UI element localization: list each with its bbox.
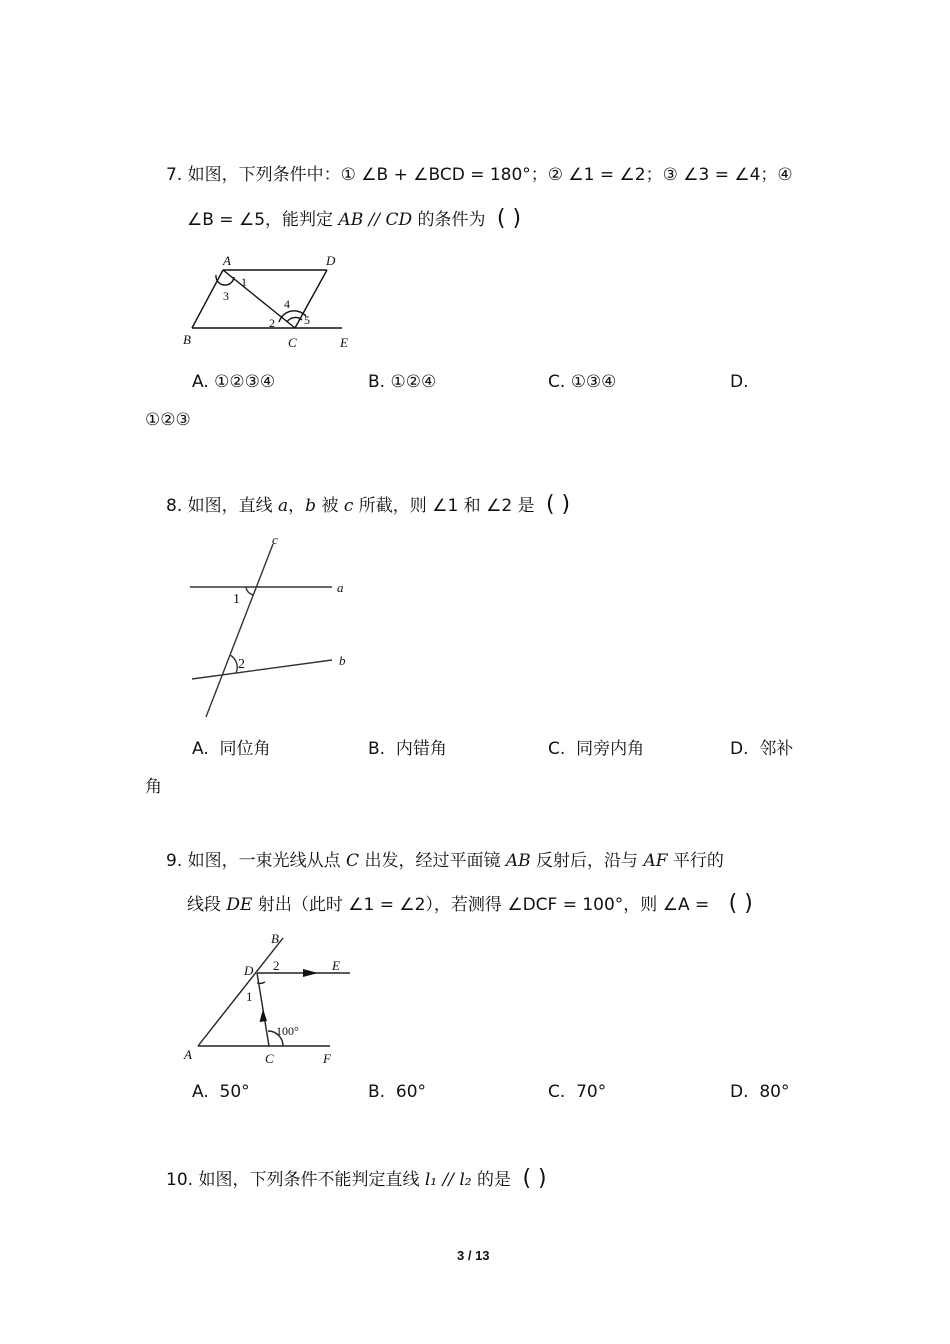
q7-line2 [187,205,521,231]
q9-label-d: D [244,963,254,978]
q9-option-d-letter: D. [730,1082,749,1102]
q7-label-c: C [288,335,297,350]
q8-math-c: c [343,496,354,516]
q7-option-b-letter: B. [368,372,386,392]
q9-label-c: C [265,1051,274,1066]
q8-option-d-text: 邻补 [759,739,794,759]
q8-option-d-letter: D. [730,739,749,759]
q7-label-2: 2 [269,316,275,330]
q9-answer-paren: ( ) [728,891,753,916]
q9-option-b[interactable] [368,1082,426,1102]
q8-option-d[interactable] [730,734,793,759]
q8-option-a-text: 同位角 [219,739,271,759]
q7-figure [180,250,360,355]
q7-line2-math: AB // CD [338,210,413,230]
q7-label-1: 1 [241,275,247,289]
q7-label-4: 4 [284,297,290,311]
q7-option-b[interactable] [368,372,436,392]
q10-line1 [166,1165,547,1191]
q9-text-a: 9. 如图，一束光线从点 [166,851,347,871]
q9-text-c: 反射后，沿与 [530,851,644,871]
q7-label-b: B [183,332,191,347]
q7-option-c[interactable] [548,372,616,392]
q8-label-1: 1 [233,592,240,607]
q8-option-c-text: 同旁内角 [576,739,645,759]
q9-option-d-text: 80° [759,1082,790,1102]
q7-label-e: E [340,335,348,350]
q7-option-d[interactable] [730,372,749,392]
q9-text-b: 出发，经过平面镜 [359,851,506,871]
q9-label-a: A [184,1047,192,1062]
q8-text-a: 8. 如图，直线 [166,496,279,516]
q10-text-a: 10. 如图，下列条件不能判定直线 [166,1170,425,1190]
q8-answer-paren: ( ) [545,492,571,517]
q9-arrow-up [260,1009,268,1022]
q8-label-b: b [339,653,346,668]
q7-option-a-text: ①②③④ [214,372,276,392]
q8-text-sep: ， [288,496,306,516]
q9-option-a-letter: A. [192,1082,209,1102]
q9-figure [175,930,360,1070]
q9-line2-text-a: 线段 [187,895,227,915]
q9-option-c-text: 70° [576,1082,607,1102]
q8-math-a: a [278,496,289,516]
q8-line1 [166,491,570,517]
q7-option-d-text: ①②③ [145,410,191,430]
q8-text-c: 所截，则 ∠1 和 ∠2 是 [353,496,535,516]
q9-arrow-right [303,969,318,977]
q9-option-c[interactable] [548,1082,606,1102]
q7-option-a[interactable] [192,372,275,392]
q7-option-b-text: ①②④ [390,372,437,392]
q9-line2 [187,890,753,916]
q9-line2-text-b: 射出（此时 ∠1 = ∠2），若测得 ∠DCF = 100°，则 ∠A = [252,895,710,915]
q7-line2-text-b: 的条件为 [412,210,486,230]
q9-label-2: 2 [273,958,280,973]
q9-label-e: E [332,958,340,973]
q7-label-3: 3 [223,289,229,303]
q9-math-b: AB [505,851,531,871]
q9-option-b-letter: B. [368,1082,386,1102]
q7-option-a-letter: A. [192,372,209,392]
q7-option-c-letter: C. [548,372,566,392]
q7-line2-text-a: ∠B = ∠5，能判定 [187,210,339,230]
q8-option-d-wrap: 角 [145,777,162,797]
q8-option-c-letter: C. [548,739,566,759]
q9-option-c-letter: C. [548,1082,566,1102]
q8-option-c[interactable] [548,734,644,759]
q8-option-b[interactable] [368,734,447,759]
q9-option-a-text: 50° [219,1082,250,1102]
q9-label-b: B [271,931,279,946]
q7-answer-paren: ( ) [496,206,522,231]
q9-label-100: 100° [276,1024,299,1038]
q10-answer-paren: ( ) [522,1166,547,1191]
q9-line2-math-a: DE [226,895,253,915]
q8-label-2: 2 [238,657,245,672]
q8-label-a: a [337,580,344,595]
q7-option-d-letter: D. [730,372,749,392]
q8-option-b-letter: B. [368,739,386,759]
q8-text-b: 被 [316,496,344,516]
q9-option-a[interactable] [192,1082,250,1102]
q8-math-b: b [305,496,317,516]
q8-option-a[interactable] [192,734,271,759]
q7-label-a: A [223,253,231,268]
q8-label-c: c [272,532,278,547]
page-number: 3 / 13 [457,1248,490,1263]
q9-option-d[interactable] [730,1082,789,1102]
q8-option-b-text: 内错角 [395,739,447,759]
q8-option-a-letter: A. [192,739,209,759]
q9-text-d: 平行的 [667,851,724,871]
q9-line1 [166,846,724,871]
q7-line1: 7. 如图，下列条件中：① ∠B + ∠BCD = 180°；② ∠1 = ∠2；③ ∠3 = ∠4；④ [166,165,793,185]
q9-option-b-text: 60° [395,1082,427,1102]
q9-label-1: 1 [246,989,253,1004]
q8-figure [180,530,360,725]
q9-math-c: AF [643,851,668,871]
q7-label-d: D [326,253,336,268]
q10-math: l₁ // l₂ [424,1170,472,1190]
q9-label-f: F [323,1051,331,1066]
q7-label-5: 5 [304,313,310,327]
q7-option-c-text: ①③④ [570,372,617,392]
q9-math-a: C [346,851,360,871]
q10-text-b: 的是 [471,1170,512,1190]
